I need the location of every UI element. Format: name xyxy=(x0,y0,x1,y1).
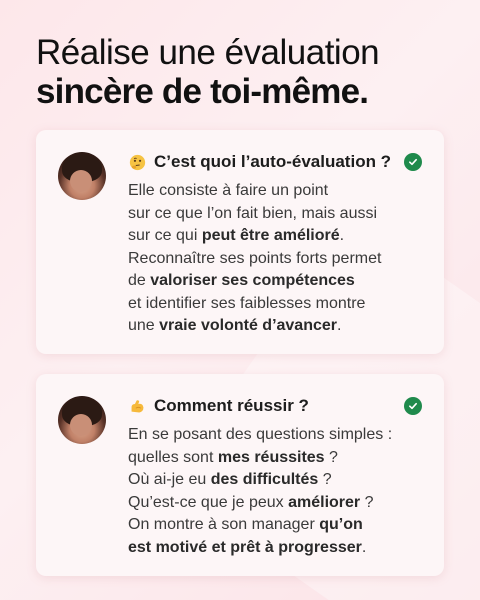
check-circle-icon xyxy=(404,153,422,171)
headline-line-2: sincère de toi-même. xyxy=(36,72,369,111)
body-line: Où ai-je eu des difficultés ? xyxy=(128,471,332,488)
avatar xyxy=(58,152,106,200)
body-line: de valoriser ses compétences xyxy=(128,272,355,289)
flexed-biceps-icon xyxy=(128,397,146,415)
card-title xyxy=(128,396,309,416)
body-line: Elle consiste à faire un point xyxy=(128,182,329,199)
check-circle-icon xyxy=(404,397,422,415)
body-line: Qu’est-ce que je peux améliorer ? xyxy=(128,493,374,511)
card-auto-evaluation xyxy=(36,130,444,354)
card-title xyxy=(128,152,391,172)
body-line: quelles sont mes réussites ? xyxy=(128,448,338,466)
card-comment-reussir xyxy=(36,374,444,576)
thinking-face-icon xyxy=(128,153,146,171)
headline xyxy=(36,34,456,112)
body-line: est motivé et prêt à progresser. xyxy=(128,538,367,556)
card-body xyxy=(128,180,428,338)
body-line: sur ce qui peut être amélioré. xyxy=(128,227,345,244)
body-line: sur ce que l’on fait bien, mais aussi xyxy=(128,204,378,222)
card-body xyxy=(128,424,428,559)
body-line: On montre à son manager qu’on xyxy=(128,516,363,533)
avatar xyxy=(58,396,106,444)
card-title-text: C’est quoi l’auto-évaluation ? xyxy=(154,152,392,171)
card-title-text: Comment réussir ? xyxy=(154,396,309,415)
body-line: Reconnaître ses points forts permet xyxy=(128,249,382,267)
body-line: et identifier ses faiblesses montre xyxy=(128,294,366,312)
body-line: une vraie volonté d’avancer. xyxy=(128,317,342,334)
body-line: En se posant des questions simples : xyxy=(128,426,393,443)
headline-line-1: Réalise une évaluation xyxy=(36,33,380,72)
